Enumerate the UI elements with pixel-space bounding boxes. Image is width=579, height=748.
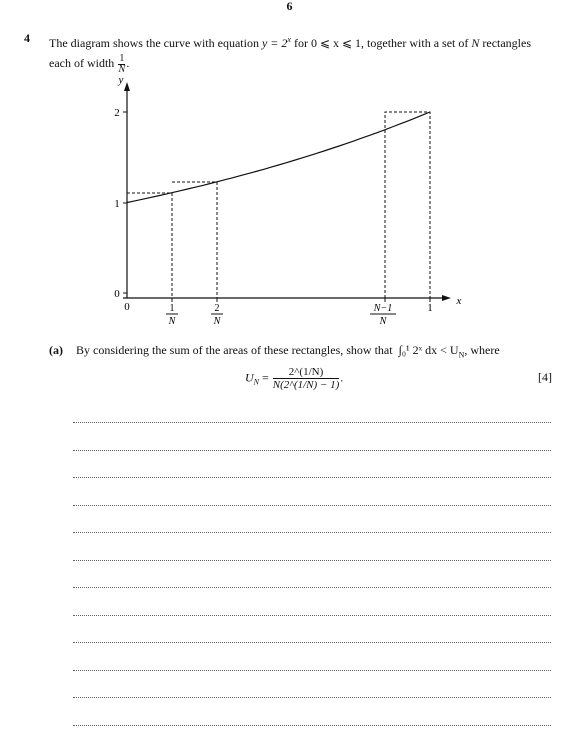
x-label-2-den: N xyxy=(213,316,221,327)
part-a-text: By considering the sum of the areas of these rectangles, show that xyxy=(76,343,393,357)
formula-numerator: 2^(1/N) xyxy=(273,366,339,379)
n-variable: N xyxy=(471,36,480,50)
answer-line[interactable] xyxy=(73,450,551,451)
page-number: 6 xyxy=(286,0,293,13)
equation-range: for 0 ⩽ x ⩽ 1, together with a set of xyxy=(293,36,469,50)
answer-line[interactable] xyxy=(73,697,551,698)
x-end-label: 1 xyxy=(427,302,433,314)
y-axis-label: y xyxy=(118,75,124,86)
part-a-label: (a) xyxy=(49,343,63,357)
answer-line[interactable] xyxy=(73,505,551,506)
x-axis-arrow xyxy=(442,295,451,301)
answer-line[interactable] xyxy=(73,725,551,726)
formula-lhs: U xyxy=(245,370,254,385)
x-label-1-over-n xyxy=(166,303,178,327)
question-number: 4 xyxy=(24,31,30,45)
y-tick-label-2: 2 xyxy=(114,107,120,119)
width-text: each of width xyxy=(49,56,115,70)
answer-line[interactable] xyxy=(73,670,551,671)
y-axis-arrow xyxy=(124,82,130,91)
x-label-n1-den: N xyxy=(379,316,387,327)
formula-fraction xyxy=(273,366,339,391)
equation-exponent: x xyxy=(287,35,291,44)
y-tick-label-0: 0 xyxy=(114,288,120,300)
x-origin-label: 0 xyxy=(124,301,130,313)
answer-line[interactable] xyxy=(73,422,551,423)
answer-line[interactable] xyxy=(73,560,551,561)
y-tick-label-1: 1 xyxy=(114,198,120,210)
equals-sign: = xyxy=(262,370,272,385)
x-axis-label: x xyxy=(456,295,462,307)
x-label-n-minus-1-over-n xyxy=(370,303,396,327)
answer-line[interactable] xyxy=(73,532,551,533)
x-label-2-num: 2 xyxy=(214,303,220,314)
width-fraction xyxy=(118,54,125,75)
rectangles xyxy=(127,112,430,298)
part-a xyxy=(49,343,500,359)
rectangle-2 xyxy=(172,182,217,298)
equation-base: y = 2 xyxy=(261,36,288,50)
where-text: , where xyxy=(464,343,500,357)
question-intro: The diagram shows the curve with equation xyxy=(49,36,259,50)
answer-line[interactable] xyxy=(73,587,551,588)
rectangle-n xyxy=(385,112,430,298)
rectangles-word: rectangles xyxy=(482,36,532,50)
formula-denominator: N(2^(1/N) − 1) xyxy=(272,379,340,391)
question-text: The diagram shows the curve with equation $y = 2^x$ for 0 ⩽ x ⩽ 1, together with a set of N rectangles each of width $\frac{1}{N}$ . xyxy=(49,35,532,75)
x-label-2-over-n xyxy=(211,303,223,327)
x-label-1-num: 1 xyxy=(169,303,175,314)
marks-allocation: [4] xyxy=(538,370,552,384)
un-formula: $U_N$ = $\frac{2\^{}(1/N)}{N(2\^{}(1/N) - 1)}$ . xyxy=(245,366,344,391)
rectangle-1 xyxy=(127,193,172,298)
answer-line[interactable] xyxy=(73,615,551,616)
answer-line[interactable] xyxy=(73,477,551,478)
formula-lhs-sub: N xyxy=(253,377,260,387)
width-denominator: N xyxy=(118,63,126,75)
x-label-n1-num: N−1 xyxy=(373,303,393,314)
integral-expression: ∫₀¹ 2ˣ dx < $U_N$ xyxy=(398,343,465,360)
curve-diagram xyxy=(100,75,480,335)
x-label-1-den: N xyxy=(168,316,176,327)
width-numerator: 1 xyxy=(119,52,125,64)
answer-line[interactable] xyxy=(73,642,551,643)
